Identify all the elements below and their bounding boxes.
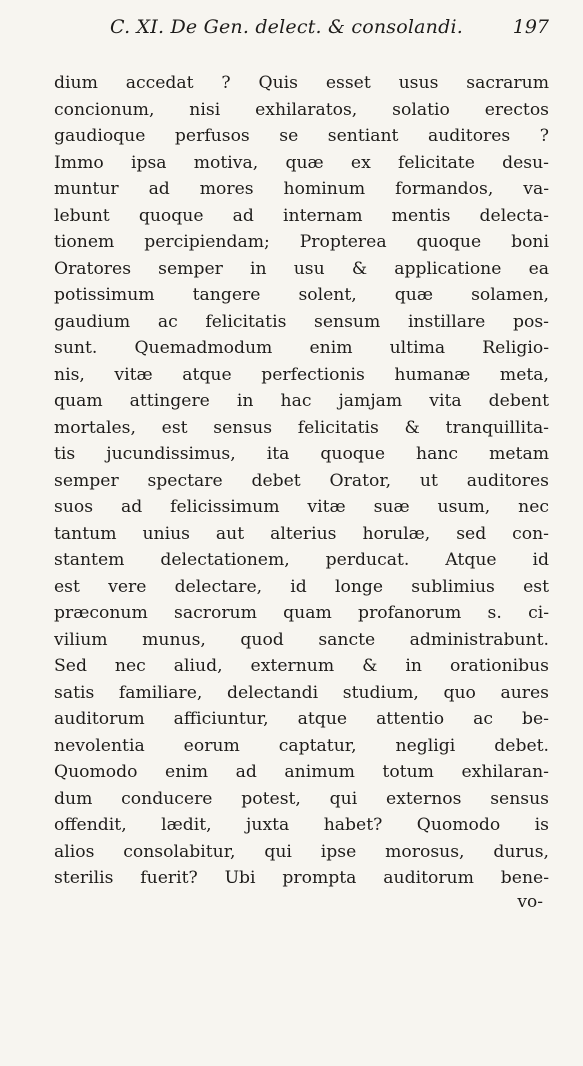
text-line: tis jucundissimus, ita quoque hanc metam bbox=[54, 444, 549, 464]
text-line: mortales, est sensus felicitatis & tranquillita- bbox=[54, 417, 549, 438]
body-text bbox=[54, 70, 549, 892]
text-line: sunt. Quemadmodum enim ultima Religio- bbox=[54, 338, 549, 358]
text-line: auditorum afficiuntur, atque attentio ac be- bbox=[54, 709, 549, 729]
text-line: quam attingere in hac jamjam vita debent bbox=[54, 391, 549, 411]
text-line: Immo ipsa motiva, quæ ex felicitate desu- bbox=[54, 152, 549, 173]
text-line: stantem delectationem, perducat. Atque id bbox=[54, 550, 549, 570]
text-line: gaudioque perfusos se sentiant auditores ? bbox=[54, 126, 549, 146]
text-line: præconum sacrorum quam profanorum s. ci- bbox=[54, 603, 549, 623]
text-line: alios consolabitur, qui ipse morosus, durus, bbox=[54, 841, 549, 862]
text-line: sterilis fuerit? Ubi prompta auditorum bene- bbox=[54, 868, 549, 888]
text-line: Quomodo enim ad animum totum exhilaran- bbox=[54, 762, 549, 782]
text-line: dum conducere potest, qui externos sensus bbox=[54, 788, 549, 809]
text-line: Sed nec aliud, externum & in orationibus bbox=[54, 656, 549, 676]
text-line: vilium munus, quod sancte administrabunt. bbox=[54, 629, 549, 650]
text-line: tantum unius aut alterius horulæ, sed con- bbox=[54, 523, 549, 544]
text-line: muntur ad mores hominum formandos, va- bbox=[54, 179, 549, 199]
text-line: potissimum tangere solent, quæ solamen, bbox=[54, 285, 549, 305]
page-number: 197 bbox=[512, 16, 549, 38]
text-line: concionum, nisi exhilaratos, solatio erectos bbox=[54, 99, 549, 120]
running-head: C. XI. De Gen. delect. & consolandi. bbox=[110, 16, 463, 38]
text-line: suos ad felicissimum vitæ suæ usum, nec bbox=[54, 497, 549, 517]
text-line: nis, vitæ atque perfectionis humanæ meta, bbox=[54, 364, 549, 385]
text-line: est vere delectare, id longe sublimius est bbox=[54, 576, 549, 597]
catchword: vo- bbox=[517, 891, 543, 912]
text-line: dium accedat ? Quis esset usus sacrarum bbox=[54, 73, 549, 93]
text-line: offendit, lædit, juxta habet? Quomodo is bbox=[54, 815, 549, 835]
text-line: semper spectare debet Orator, ut auditores bbox=[54, 470, 549, 491]
text-line: satis familiare, delectandi studium, quo aures bbox=[54, 682, 549, 703]
text-line: Oratores semper in usu & applicatione ea bbox=[54, 258, 549, 279]
text-line: tionem percipiendam; Propterea quoque boni bbox=[54, 232, 549, 252]
text-line: lebunt quoque ad internam mentis delecta- bbox=[54, 205, 549, 226]
text-line: nevolentia eorum captatur, negligi debet. bbox=[54, 735, 549, 756]
page-header bbox=[54, 16, 549, 52]
text-line: gaudium ac felicitatis sensum instillare pos- bbox=[54, 311, 549, 332]
